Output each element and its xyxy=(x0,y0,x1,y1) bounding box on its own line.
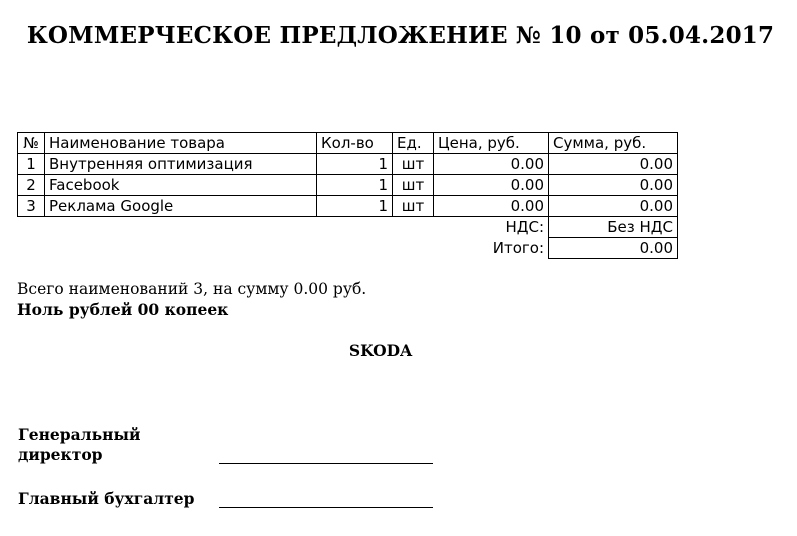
row-unit: шт xyxy=(393,154,434,175)
row-qty: 1 xyxy=(317,175,393,196)
total-value: 0.00 xyxy=(549,238,678,259)
row-sum: 0.00 xyxy=(549,196,678,217)
company-name: SKODA xyxy=(348,341,413,360)
summary-line: Всего наименований 3, на сумму 0.00 руб. xyxy=(17,280,367,298)
document-title: КОММЕРЧЕСКОЕ ПРЕДЛОЖЕНИЕ № 10 от 05.04.2017 xyxy=(26,22,775,49)
row-name: Внутренняя оптимизация xyxy=(45,154,317,175)
items-table xyxy=(17,132,678,259)
row-num: 2 xyxy=(18,175,45,196)
total-label: Итого: xyxy=(492,238,544,257)
table-header-row xyxy=(18,133,678,154)
row-name: Facebook xyxy=(45,175,317,196)
director-label-line2: директор xyxy=(18,445,103,464)
row-price: 0.00 xyxy=(434,154,549,175)
header-qty: Кол-во xyxy=(317,133,393,154)
row-unit: шт xyxy=(393,196,434,217)
table-row xyxy=(18,196,678,217)
header-unit: Ед. xyxy=(393,133,434,154)
row-name: Реклама Google xyxy=(45,196,317,217)
row-qty: 1 xyxy=(317,154,393,175)
row-unit: шт xyxy=(393,175,434,196)
vat-label: НДС: xyxy=(505,217,544,236)
table-row xyxy=(18,175,678,196)
header-price: Цена, руб. xyxy=(434,133,549,154)
vat-row xyxy=(18,217,678,238)
header-sum: Сумма, руб. xyxy=(549,133,678,154)
director-signature-line xyxy=(219,463,433,464)
table-row xyxy=(18,154,678,175)
vat-value: Без НДС xyxy=(549,217,678,238)
header-name: Наименование товара xyxy=(45,133,317,154)
director-label-line1: Генеральный xyxy=(18,425,141,444)
row-num: 3 xyxy=(18,196,45,217)
accountant-label: Главный бухгалтер xyxy=(18,489,195,508)
header-num: № xyxy=(18,133,45,154)
row-qty: 1 xyxy=(317,196,393,217)
total-row xyxy=(18,238,678,259)
director-label xyxy=(18,425,140,465)
row-sum: 0.00 xyxy=(549,175,678,196)
summary-amount-words: Ноль рублей 00 копеек xyxy=(17,300,229,319)
row-sum: 0.00 xyxy=(549,154,678,175)
row-num: 1 xyxy=(18,154,45,175)
accountant-signature-line xyxy=(219,507,433,508)
row-price: 0.00 xyxy=(434,175,549,196)
row-price: 0.00 xyxy=(434,196,549,217)
